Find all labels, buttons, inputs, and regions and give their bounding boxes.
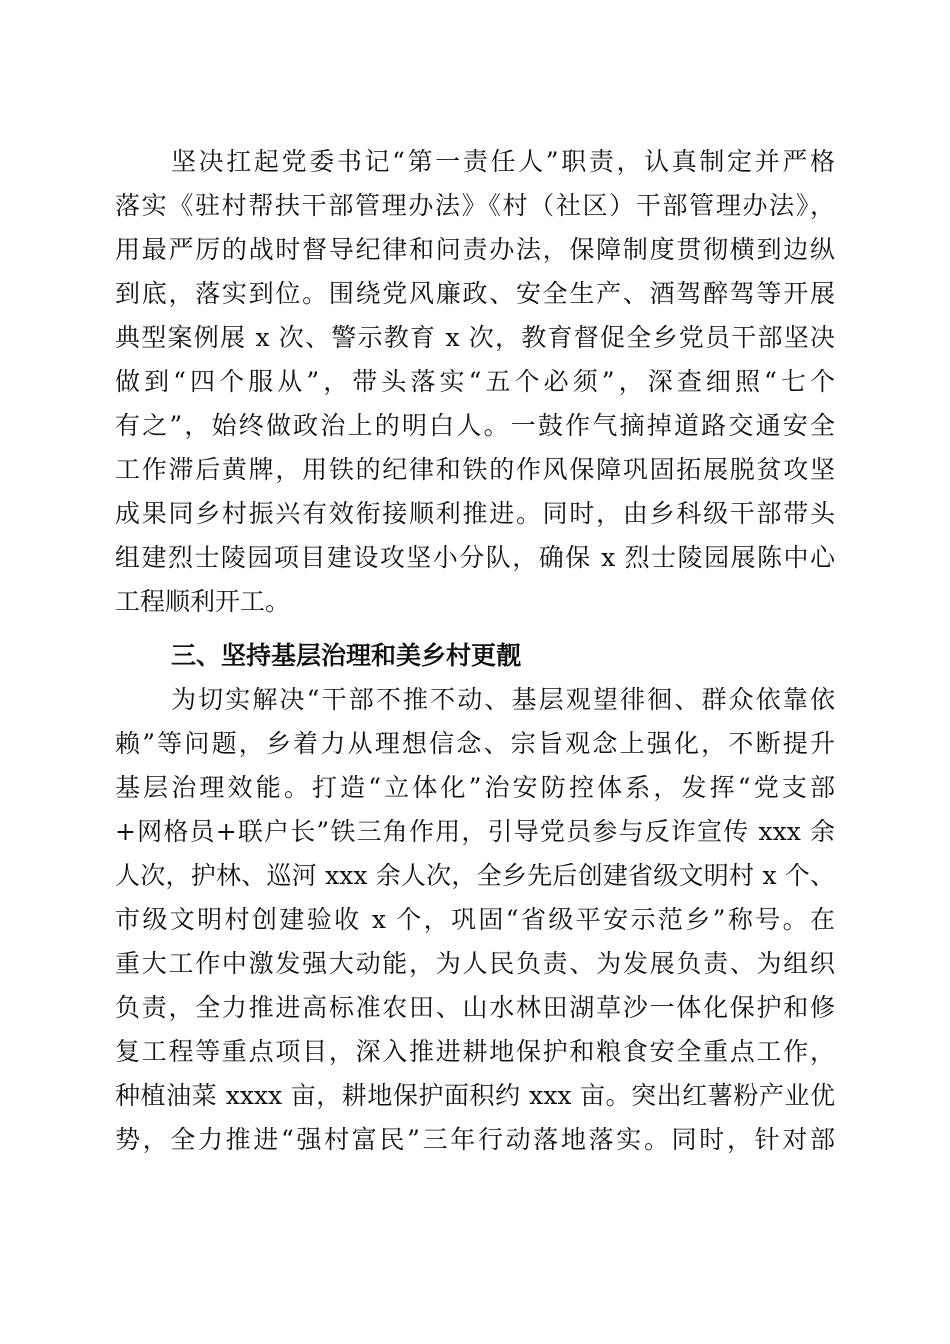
- paragraph-line: +网格员+联户长”铁三角作用，引导党员参与反诈宣传 xxx 余: [115, 817, 835, 846]
- paragraph-line: 复工程等重点项目，深入推进耕地保护和粮食安全重点工作，: [115, 1037, 835, 1066]
- paragraph-line: 用最严厉的战时督导纪律和问责办法，保障制度贯彻横到边纵: [115, 235, 835, 264]
- paragraph-line: 种植油菜 xxxx 亩，耕地保护面积约 xxx 亩。突出红薯粉产业优: [115, 1081, 835, 1110]
- paragraph-line: 工程顺利开工。: [115, 587, 291, 616]
- paragraph-line: 赖”等问题，乡着力从理想信念、宗旨观念上强化，不断提升: [115, 729, 835, 758]
- paragraph-line: 基层治理效能。打造“立体化”治安防控体系，发挥“党支部: [115, 773, 835, 802]
- paragraph-line: 落实《驻村帮扶干部管理办法》《村（社区）干部管理办法》，: [115, 191, 835, 220]
- section-heading-text: 三、坚持基层治理和美乡村更靓: [171, 641, 522, 670]
- paragraph-line: 组建烈士陵园项目建设攻坚小分队，确保 x 烈士陵园展陈中心: [115, 543, 835, 572]
- paragraph-line: 市级文明村创建验收 x 个，巩固“省级平安示范乡”称号。在: [115, 905, 835, 934]
- paragraph-governance: [115, 678, 835, 1162]
- section-heading: [115, 634, 835, 678]
- paragraph-line: 人次，护林、巡河 xxx 余人次，全乡先后创建省级文明村 x 个、: [115, 861, 835, 890]
- paragraph-line: 工作滞后黄牌，用铁的纪律和铁的作风保障巩固拓展脱贫攻坚: [115, 455, 835, 484]
- paragraph-line: 坚决扛起党委书记“第一责任人”职责，认真制定并严格: [171, 147, 835, 176]
- paragraph-line: 势，全力推进“强村富民”三年行动落地落实。同时，针对部: [115, 1125, 835, 1154]
- paragraph-responsibility: [115, 140, 835, 624]
- paragraph-line: 到底，落实到位。围绕党风廉政、安全生产、酒驾醉驾等开展: [115, 279, 835, 308]
- paragraph-line: 有之”，始终做政治上的明白人。一鼓作气摘掉道路交通安全: [115, 411, 835, 440]
- paragraph-line: 重大工作中激发强大动能，为人民负责、为发展负责、为组织: [115, 949, 835, 978]
- paragraph-line: 典型案例展 x 次、警示教育 x 次，教育督促全乡党员干部坚决: [115, 323, 835, 352]
- paragraph-line: 做到“四个服从”，带头落实“五个必须”，深查细照“七个: [115, 367, 835, 396]
- paragraph-line: 成果同乡村振兴有效衔接顺利推进。同时，由乡科级干部带头: [115, 499, 835, 528]
- paragraph-line: 为切实解决“干部不推不动、基层观望徘徊、群众依靠依: [171, 685, 835, 714]
- paragraph-line: 负责，全力推进高标准农田、山水林田湖草沙一体化保护和修: [115, 993, 835, 1022]
